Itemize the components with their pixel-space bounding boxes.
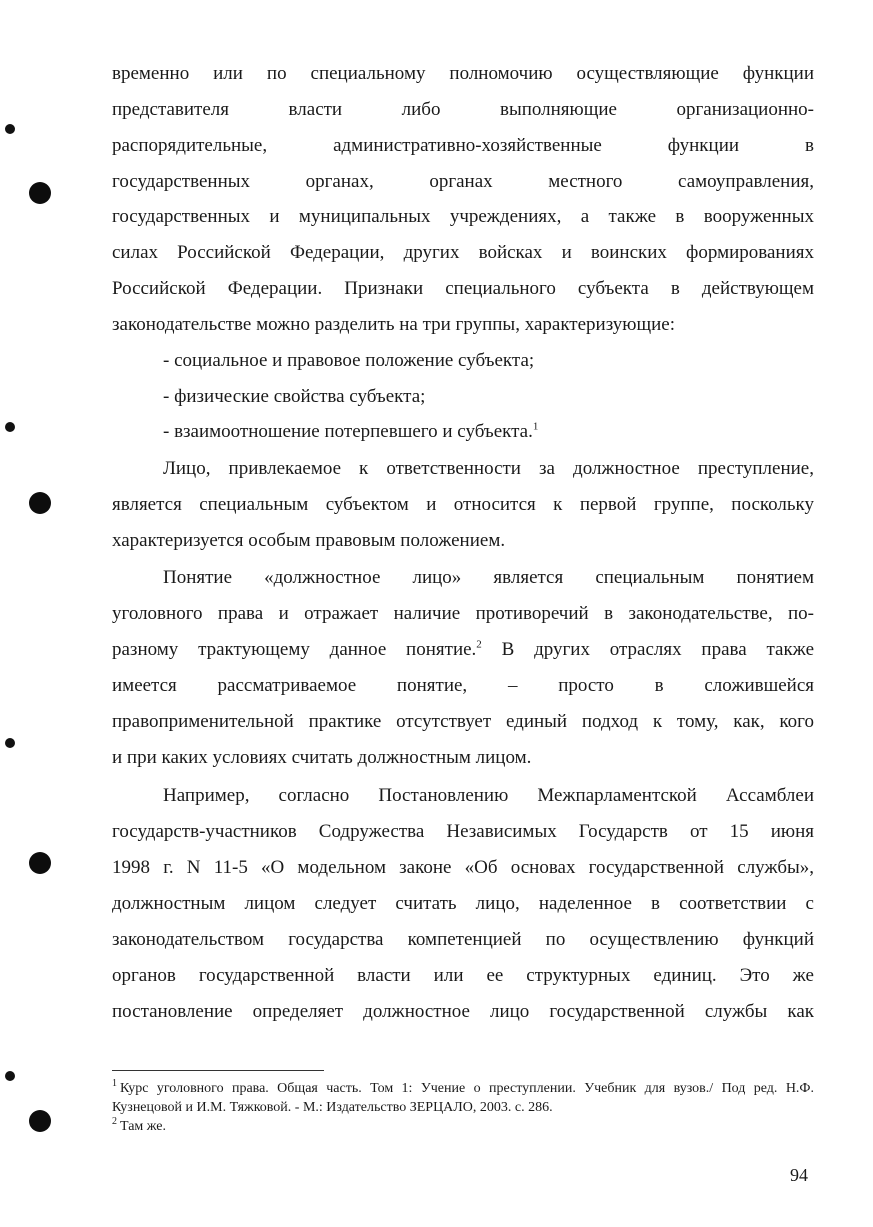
scan-speck bbox=[5, 1071, 15, 1081]
body-line: правоприменительной практике отсутствует единый подход к тому, как, кого bbox=[112, 711, 814, 732]
binding-hole bbox=[29, 182, 51, 204]
body-line: распорядительные, административно-хозяйственные функции в bbox=[112, 135, 814, 156]
footnote-ref: 1 bbox=[532, 420, 539, 433]
body-line: уголовного права и отражает наличие противоречий в законодательстве, по- bbox=[112, 603, 814, 624]
list-item: - социальное и правовое положение субъекта; bbox=[163, 350, 535, 371]
body-line: 1998 г. N 11-5 «О модельном законе «Об основах государственной службы», bbox=[112, 857, 814, 878]
binding-hole bbox=[29, 1110, 51, 1132]
scan-speck bbox=[5, 738, 15, 748]
body-line: государств-участников Содружества Независимых Государств от 15 июня bbox=[112, 821, 814, 842]
body-line: Лицо, привлекаемое к ответственности за должностное преступление, bbox=[163, 458, 814, 479]
body-line: законодательстве можно разделить на три группы, характеризующие: bbox=[112, 314, 676, 335]
body-line: должностным лицом следует считать лицо, наделенное в соответствии с bbox=[112, 893, 814, 914]
binding-hole bbox=[29, 492, 51, 514]
body-line: временно или по специальному полномочию осуществляющие функции bbox=[112, 63, 814, 84]
body-line: постановление определяет должностное лицо государственной службы как bbox=[112, 1001, 814, 1022]
body-line: Понятие «должностное лицо» является специальным понятием bbox=[163, 567, 814, 588]
list-item: - физические свойства субъекта; bbox=[163, 386, 426, 407]
body-line: разному трактующему данное понятие.$^2$ В других отраслях права также bbox=[112, 638, 814, 660]
binding-hole bbox=[29, 852, 51, 874]
footnote-marker: 2 bbox=[112, 1116, 117, 1128]
body-line: является специальным субъектом и относится к первой группе, поскольку bbox=[112, 494, 814, 515]
body-line: органов государственной власти или ее структурных единиц. Это же bbox=[112, 965, 814, 986]
footnote-1-continued: Кузнецовой и И.М. Тяжковой. - М.: Издательство ЗЕРЦАЛО, 2003. с. 286. bbox=[112, 1100, 553, 1115]
scan-speck bbox=[5, 124, 15, 134]
body-line: характеризуется особым правовым положением. bbox=[112, 530, 506, 551]
footnote-ref: 2 bbox=[476, 638, 482, 651]
body-line: имеется рассматриваемое понятие, – просто в сложившейся bbox=[112, 675, 814, 696]
body-line: силах Российской Федерации, других войсках и воинских формированиях bbox=[112, 242, 814, 263]
footnote-separator bbox=[112, 1070, 324, 1071]
body-line: государственных органах, органах местного самоуправления, bbox=[112, 171, 814, 192]
body-line: и при каких условиях считать должностным лицом. bbox=[112, 747, 532, 768]
scan-speck bbox=[5, 422, 15, 432]
footnote-1: $^1$ Курс уголовного права. Общая часть. Том 1: Учение о преступлении. Учебник для вузов./ Под ред. Н.Ф. bbox=[112, 1078, 814, 1096]
footnote-marker: 1 bbox=[112, 1078, 117, 1090]
footnote-2: $^2$ Там же. bbox=[112, 1116, 166, 1134]
page-number: 94 bbox=[790, 1165, 808, 1185]
body-line: Например, согласно Постановлению Межпарламентской Ассамблеи bbox=[163, 785, 814, 806]
body-line: представителя власти либо выполняющие организационно- bbox=[112, 99, 814, 120]
list-item: - взаимоотношение потерпевшего и субъекта.$^1$ bbox=[163, 420, 539, 442]
body-line: Российской Федерации. Признаки специального субъекта в действующем bbox=[112, 278, 814, 299]
body-line: государственных и муниципальных учреждениях, а также в вооруженных bbox=[112, 206, 814, 227]
body-line: законодательством государства компетенцией по осуществлению функций bbox=[112, 929, 814, 950]
